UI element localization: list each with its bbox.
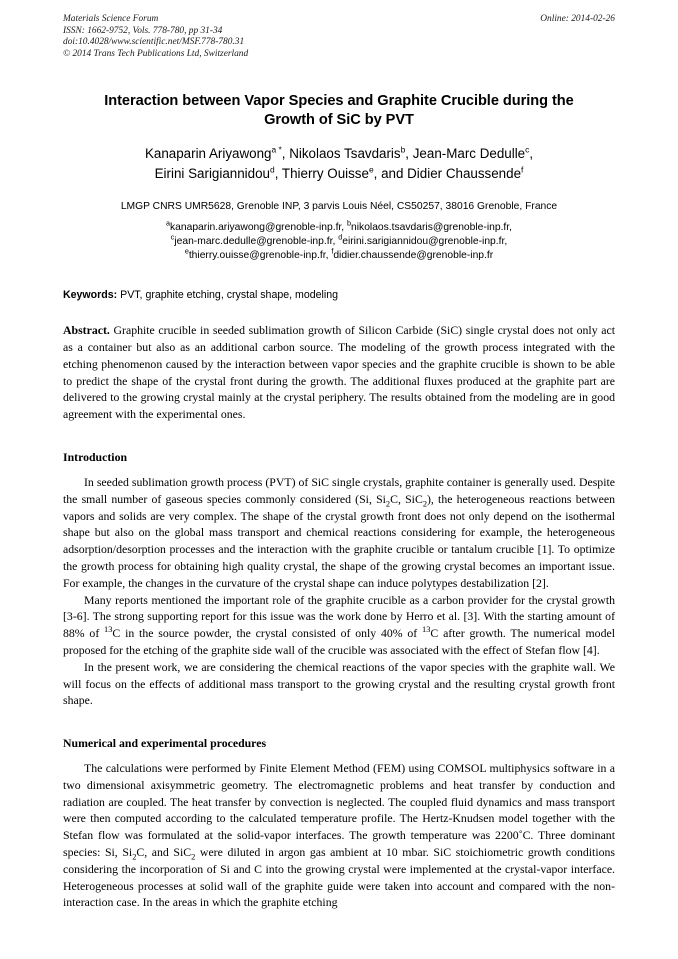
keywords-value: PVT, graphite etching, crystal shape, modeling xyxy=(120,289,339,302)
author-separator: , xyxy=(405,146,413,162)
email-address: eirini.sarigiannidou@grenoble-inp.fr, xyxy=(342,235,508,247)
author-name: Jean-Marc Dedulle xyxy=(412,146,526,162)
email-address: didier.chaussende@grenoble-inp.fr xyxy=(333,249,494,261)
email-line-2 xyxy=(63,232,615,249)
page-title xyxy=(63,92,615,130)
num-p1-sub-2: 2 xyxy=(191,852,196,862)
journal-issn: ISSN: 1662-9752, Vols. 778-780, pp 31-34 xyxy=(63,25,223,36)
author-name: Kanaparin Ariyawong xyxy=(144,146,272,162)
author-affiliation-marker: f xyxy=(521,164,524,175)
section-heading-introduction: Introduction xyxy=(63,449,128,464)
author-name: Eirini Sarigiannidou xyxy=(154,165,271,181)
email-address: thierry.ouisse@grenoble-inp.fr, xyxy=(188,249,329,261)
intro-p1-part-c: ), the heterogeneous reactions between vapors and solids are very complex. The shape of the crystal growth front does not only depend on the isothermal shape but also on the global mass transport and chemical reactions considering for example, the heterogeneous adsorption/desorption processes and the interaction with the graphite crucible or tantalum crucible [1]. To optimize the growth process for obtaining high quality crystal, the shape of the growing crystal becomes an important issue. For example, the changes in the curvature of the crystal shape can induce polytypes destabilization [2]. xyxy=(63,491,615,590)
intro-p2-sup-1: 13 xyxy=(104,625,113,635)
email-line-3 xyxy=(63,246,615,263)
abstract-text: Graphite crucible in seeded sublimation growth of Silicon Carbide (SiC) single crystal does not only act as a container but also as an additional carbon source. The modeling of the growth process integrated with the etching phenomenon caused by the interaction between vapor species and the graphite crucible is shown to be able to predict the shape of the crystal front during the growth. The additional fluxes produced at the graphite part are delivered to the growing crystal mainly at the crystal periphery. The results obtained from the modeling are in good agreement with the experimental ones. xyxy=(63,323,616,422)
journal-doi: doi:10.4028/www.scientific.net/MSF.778-780.31 xyxy=(63,37,245,48)
journal-header xyxy=(63,14,615,60)
num-p1-part-a: The calculations were performed by Finite Element Method (FEM) using COMSOL multiphysics software in a two dimensional axisymmetric geometry. The electromagnetic problems and heat transfer by conduction and radiation are coupled. The heat transfer by convection is neglected. The coupled fluid dynamics and mass transport were then computed according to the calculated temperature profile. The Hertz-Knudsen model together with the Stefan flow was formulated at the solid-vapor interfaces. The growth temperature was 2200˚C. Three dominant species: Si, Si xyxy=(63,761,615,860)
author-affiliation-marker: c xyxy=(525,144,530,155)
introduction-paragraph-3: In the present work, we are considering the chemical reactions of the vapor species with the graphite wall. We will focus on the effects of additional mass transport to the growing crystal and the resulting crystal growth front shape. xyxy=(63,659,615,708)
num-p1-part-b: C, and SiC xyxy=(136,845,192,860)
introduction-paragraph-1 xyxy=(63,474,615,592)
email-address: jean-marc.dedulle@grenoble-inp.fr, xyxy=(174,235,336,247)
author-emails xyxy=(63,218,615,262)
intro-p1-sub-2: 2 xyxy=(422,499,427,509)
title-line-2: Growth of SiC by PVT xyxy=(264,112,414,129)
email-affiliation-marker: c xyxy=(170,232,175,242)
author-affiliation-marker: d xyxy=(270,164,275,175)
author-separator: , xyxy=(529,146,534,162)
email-address: kanaparin.ariyawong@grenoble-inp.fr, xyxy=(169,222,345,234)
author-affiliation-marker: e xyxy=(368,164,374,175)
numerical-paragraph-1 xyxy=(63,760,615,911)
email-address: nikolaos.tsavdaris@grenoble-inp.fr, xyxy=(351,222,513,234)
email-affiliation-marker: d xyxy=(338,232,343,242)
corresponding-author-marker: * xyxy=(276,144,282,155)
keywords xyxy=(63,288,615,302)
intro-p2-part-c: C after growth. The numerical model proposed for the etching of the graphite side wall of the crucible was associated with the effect of Stefan flow [4]. xyxy=(63,626,615,657)
email-affiliation-marker: e xyxy=(184,246,189,256)
journal-name: Materials Science Forum xyxy=(63,14,159,24)
section-heading-numerical: Numerical and experimental procedures xyxy=(63,736,267,751)
intro-p2-part-b: C in the source powder, the crystal consisted of only 40% of xyxy=(112,626,423,641)
affiliation: LMGP CNRS UMR5628, Grenoble INP, 3 parvis Louis Néel, CS50257, 38016 Grenoble, France xyxy=(120,201,558,213)
online-date: Online: 2014-02-26 xyxy=(540,14,615,24)
journal-copyright: © 2014 Trans Tech Publications Ltd, Switzerland xyxy=(63,48,249,59)
num-p1-sub-1: 2 xyxy=(132,852,137,862)
title-line-1: Interaction between Vapor Species and Graphite Crucible during the xyxy=(104,93,574,110)
abstract xyxy=(63,322,615,423)
author-separator: , and xyxy=(373,165,408,181)
author-line-1 xyxy=(63,144,615,164)
author-separator: , xyxy=(281,146,290,162)
author-name: Didier Chaussende xyxy=(407,165,522,181)
author-name: Nikolaos Tsavdaris xyxy=(289,146,401,162)
author-affiliation-marker: a xyxy=(271,144,277,155)
intro-p2-sup-2: 13 xyxy=(422,625,431,635)
author-list xyxy=(63,144,615,183)
author-separator: , xyxy=(274,165,282,181)
email-affiliation-marker: a xyxy=(165,218,170,228)
keywords-label: Keywords: xyxy=(63,289,118,302)
author-line-2 xyxy=(63,164,615,184)
intro-p1-part-b: C, SiC xyxy=(390,491,423,506)
author-name: Thierry Ouisse xyxy=(281,165,369,181)
author-affiliation-marker: b xyxy=(400,144,406,155)
num-p1-part-c: were diluted in argon gas ambient at 10 mbar. SiC stoichiometric growth conditions considering the incorporation of Si and C into the growing crystal were implemented at the crystal-vapor interface. Heterogeneous processes at solid wall of the graphite guide were taken into account and compared with the non-interaction case. In the areas in which the graphite etching xyxy=(63,845,615,910)
introduction-paragraph-2 xyxy=(63,592,615,659)
email-affiliation-marker: f xyxy=(331,246,334,256)
abstract-label: Abstract. xyxy=(63,323,110,338)
intro-p1-sub-1: 2 xyxy=(385,499,391,509)
page-content xyxy=(63,14,615,911)
intro-p1-part-a: In seeded sublimation growth process (PVT) of SiC single crystals, graphite container is generally used. Despite the small number of gaseous species commonly considered (Si, Si xyxy=(63,474,615,506)
email-affiliation-marker: b xyxy=(347,218,352,228)
intro-p2-part-a: Many reports mentioned the important role of the graphite crucible as a carbon provider for the crystal growth [3-6]. The strong supporting report for this issue was the work done by Herro et al. [3]. With the starting amount of 88% of xyxy=(63,592,615,641)
